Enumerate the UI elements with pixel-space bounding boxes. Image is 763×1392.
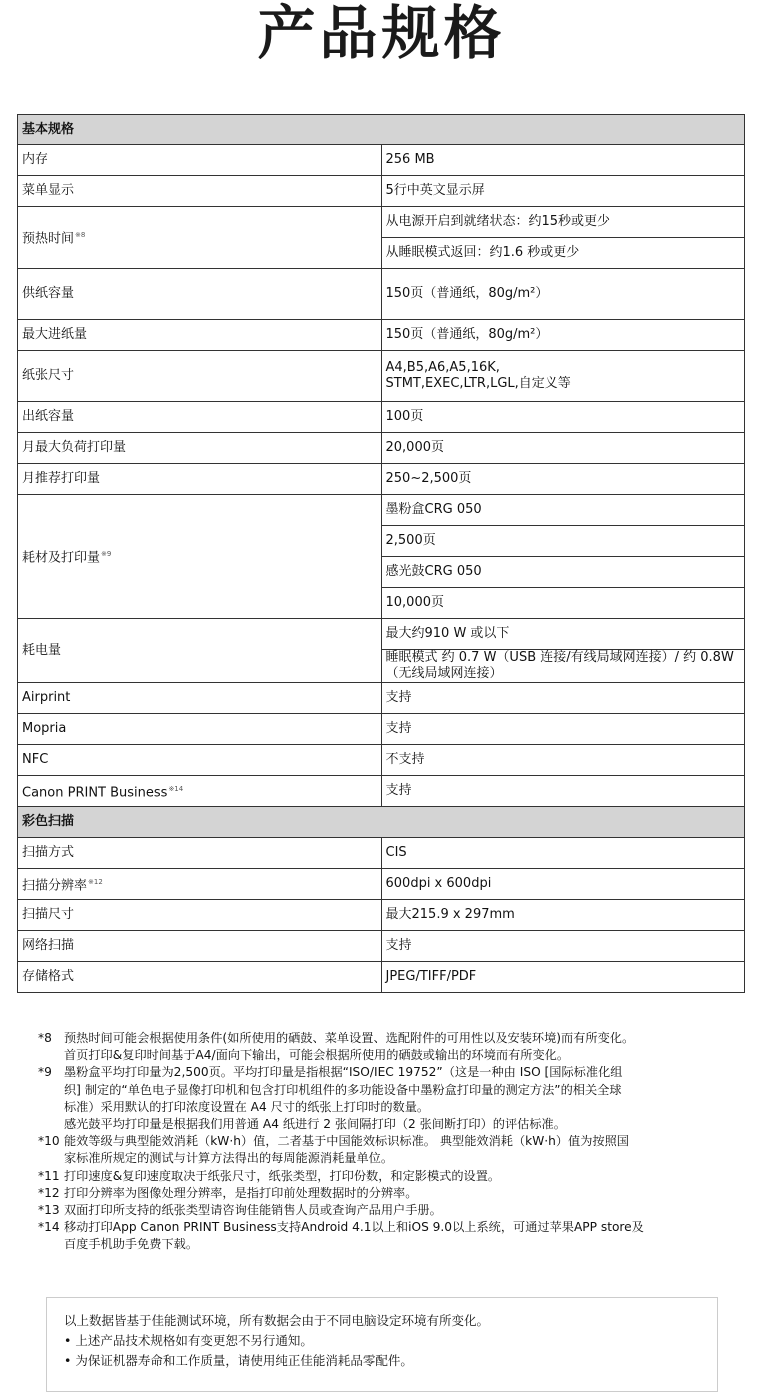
row-label: 菜单显示 — [18, 176, 382, 207]
row-value: 2,500页 — [381, 526, 745, 557]
table-row — [18, 931, 745, 962]
disclaimer-bullet: • 为保证机器寿命和工作质量，请使用纯正佳能消耗品零配件。 — [64, 1353, 413, 1368]
disclaimer-box — [46, 1297, 718, 1392]
table-row — [18, 900, 745, 931]
footnote-text: 移动打印App Canon PRINT Business支持Android 4.1以上和iOS 9.0以上系统，可通过苹果APP store及 百度手机助手免费下载。 — [64, 1220, 644, 1252]
row-label: 供纸容量 — [18, 269, 382, 320]
footnote-mark: *8 — [38, 1031, 52, 1045]
row-label: NFC — [18, 745, 382, 776]
section-title: 基本规格 — [18, 115, 745, 145]
table-row — [18, 838, 745, 869]
row-label: 扫描方式 — [18, 838, 382, 869]
footnote-ref: ※9 — [101, 550, 112, 559]
row-value: 250~2,500页 — [381, 464, 745, 495]
table-row — [18, 619, 745, 650]
footnote-text: 打印分辨率为图像处理分辨率，是指打印前处理数据时的分辨率。 — [64, 1185, 418, 1200]
table-row — [18, 745, 745, 776]
table-row — [18, 320, 745, 351]
row-value: CIS — [381, 838, 745, 869]
page-title: 产品规格 — [257, 0, 506, 67]
row-value: 150页（普通纸，80g/m²） — [381, 269, 745, 320]
table-row — [18, 962, 745, 993]
footnote — [38, 1219, 738, 1253]
row-label: Mopria — [18, 714, 382, 745]
row-label: Airprint — [18, 683, 382, 714]
row-label: 网络扫描 — [18, 931, 382, 962]
section-title: 彩色扫描 — [18, 807, 745, 838]
footnote-ref: ※12 — [88, 877, 103, 886]
footnote — [38, 1064, 738, 1133]
row-value: 5行中英文显示屏 — [381, 176, 745, 207]
row-value: 256 MB — [381, 145, 745, 176]
table-row — [18, 464, 745, 495]
row-value: 100页 — [381, 402, 745, 433]
table-row — [18, 714, 745, 745]
footnote — [38, 1168, 738, 1185]
row-value: 不支持 — [381, 745, 745, 776]
table-row — [18, 269, 745, 320]
row-label: 耗材及打印量$^{※9}$ — [18, 495, 382, 619]
row-label: Canon PRINT Business$^{※14}$ — [18, 776, 382, 807]
footnotes — [38, 1030, 738, 1254]
row-value: A4,B5,A6,A5,16K, STMT,EXEC,LTR,LGL,自定义等 — [381, 351, 745, 402]
footnote — [38, 1185, 738, 1202]
disclaimer-line: 以上数据皆基于佳能测试环境，所有数据会由于不同电脑设定环境有所变化。 — [64, 1313, 490, 1328]
footnote-mark: *9 — [38, 1065, 52, 1080]
footnote-text: 能效等级与典型能效消耗（kW·h）值，二者基于中国能效标识标准。 典型能效消耗（kW·h）值为按照国 家标准所规定的测试与计算方法得出的每周能源消耗量单位。 — [64, 1134, 629, 1166]
row-value: 最大215.9 x 297mm — [381, 900, 745, 931]
disclaimer-bullet: • 上述产品技术规格如有变更恕不另行通知。 — [64, 1333, 313, 1348]
section-header-basic — [18, 115, 745, 145]
footnote — [38, 1030, 738, 1064]
row-value: 600dpi x 600dpi — [381, 869, 745, 900]
row-label: 月推荐打印量 — [18, 464, 382, 495]
row-label: 纸张尺寸 — [18, 351, 382, 402]
footnote — [38, 1133, 738, 1167]
table-row — [18, 776, 745, 807]
table-row — [18, 176, 745, 207]
row-label: 月最大负荷打印量 — [18, 433, 382, 464]
spec-table — [17, 114, 745, 993]
footnote-text: 打印速度&复印速度取决于纸张尺寸，纸张类型，打印份数，和定影模式的设置。 — [64, 1168, 501, 1183]
row-value: 150页（普通纸，80g/m²） — [381, 320, 745, 351]
row-value: 墨粉盒CRG 050 — [381, 495, 745, 526]
table-row — [18, 495, 745, 526]
footnote-text: 墨粉盒平均打印量为2,500页。平均打印量是指根据“ISO/IEC 19752”（这是一种由 ISO [国际标准化组 织] 制定的“单色电子显像打印机和包含打印机组件的多功能设备中墨粉盒打印量的测定方法”的相关全球 标准）采用默认的打印浓度设置在 A4 尺寸的纸张上打印时的数量。 感光鼓平均打印量是根据我们用普通 A4 纸进行 2 张间隔打印（2 张间断打印）的评估标准。 — [64, 1065, 623, 1132]
row-label: 耗电量 — [18, 619, 382, 683]
row-value: 睡眠模式 约 0.7 W（USB 连接/有线局域网连接）/ 约 0.8W（无线局域网连接） — [381, 650, 745, 683]
footnote-mark: *13 — [38, 1203, 60, 1218]
row-value: 10,000页 — [381, 588, 745, 619]
footnote-ref: ※8 — [75, 231, 86, 240]
row-label: 预热时间$^{※8}$ — [18, 207, 382, 269]
footnote — [38, 1202, 738, 1219]
table-row — [18, 145, 745, 176]
row-label: 存储格式 — [18, 962, 382, 993]
footnote-mark: *14 — [38, 1220, 60, 1235]
table-row — [18, 433, 745, 464]
footnote-mark: *12 — [38, 1185, 60, 1200]
row-label: 内存 — [18, 145, 382, 176]
footnote-mark: *11 — [38, 1168, 60, 1183]
table-row — [18, 207, 745, 238]
table-row — [18, 351, 745, 402]
row-label: 扫描尺寸 — [18, 900, 382, 931]
table-row — [18, 869, 745, 900]
row-value: 最大约910 W 或以下 — [381, 619, 745, 650]
row-value: 支持 — [381, 931, 745, 962]
table-row — [18, 683, 745, 714]
table-row — [18, 402, 745, 433]
row-value: JPEG/TIFF/PDF — [381, 962, 745, 993]
row-value: 支持 — [381, 776, 745, 807]
row-label: 最大进纸量 — [18, 320, 382, 351]
row-value: 从睡眠模式返回：约1.6 秒或更少 — [381, 238, 745, 269]
footnote-text: 双面打印所支持的纸张类型请咨询佳能销售人员或查询产品用户手册。 — [64, 1203, 442, 1218]
footnote-mark: *10 — [38, 1134, 60, 1149]
row-value: 感光鼓CRG 050 — [381, 557, 745, 588]
row-value: 从电源开启到就绪状态：约15秒或更少 — [381, 207, 745, 238]
row-value: 20,000页 — [381, 433, 745, 464]
row-value: 支持 — [381, 683, 745, 714]
row-value: 支持 — [381, 714, 745, 745]
row-label: 扫描分辨率$^{※12}$ — [18, 869, 382, 900]
footnote-text: 预热时间可能会根据使用条件(如所使用的硒鼓、菜单设置、选配附件的可用性以及安装环境)而有所变化。 首页打印&复印时间基于A4/面向下输出，可能会根据所使用的硒鼓或输出的环境而有所变化。 — [64, 1031, 635, 1063]
footnote-ref: ※14 — [168, 784, 184, 793]
row-label: 出纸容量 — [18, 402, 382, 433]
section-header-scan — [18, 807, 745, 838]
